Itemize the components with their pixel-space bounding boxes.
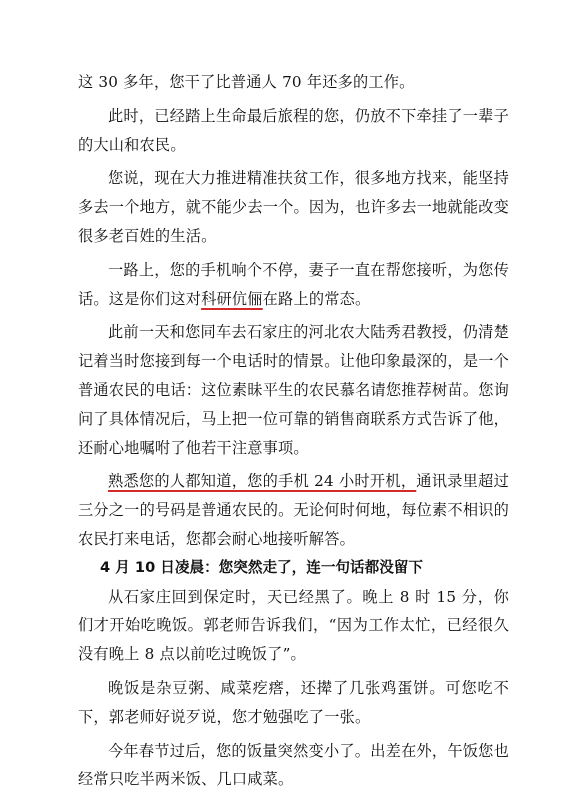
highlight-research-couple: 科研伉俪 xyxy=(201,289,263,308)
paragraph-2: 此时，已经踏上生命最后旅程的您，仍放不下牵挂了一辈子的大山和农民。 xyxy=(78,106,509,154)
paragraph-6-tail: 通讯录里超过三分之一的号码是普通农民的。无论何时何地，每位素不相识的农民打来电话，您都会耐心地接听解答。 xyxy=(78,472,509,548)
paragraph-4-tail: 在路上的常态。 xyxy=(262,289,371,308)
section-heading: 4 月 10 日凌晨：您突然走了，连一句话都没留下 xyxy=(100,558,423,576)
paragraph-9: 今年春节过后，您的饭量突然变小了。出差在外，午饭您也经常只吃半两米饭、几口咸菜。 xyxy=(78,741,509,789)
paragraph-4 xyxy=(78,256,509,314)
paragraph-3: 您说，现在大力推进精准扶贫工作，很多地方找来，能坚持多去一个地方，就不能少去一个。因为，也许多去一地就能改变很多老百姓的生活。 xyxy=(78,169,509,245)
paragraph-4-text: 一路上，您的手机响个不停，妻子一直在帮您接听，为您传话。这是你们这对 xyxy=(78,260,509,308)
paragraph-5: 此前一天和您同车去石家庄的河北农大陆秀君教授，仍清楚记着当时您接到每一个电话时的情景。让他印象最深的，是一个普通农民的电话：这位素昧平生的农民慕名请您推荐树苗。您询问了具体情况后，马上把一位可靠的销售商联系方式告诉了他，还耐心地嘱咐了他若干注意事项。 xyxy=(78,323,509,457)
paragraph-6 xyxy=(78,467,509,553)
highlight-phone-24h: 熟悉您的人都知道，您的手机 24 小时开机， xyxy=(108,472,417,491)
paragraph-7: 从石家庄回到保定时，天已经黑了。晚上 8 时 15 分，你们才开始吃晚饭。郭老师告诉我们，“因为工作太忙，已经很久没有晚上 8 点以前吃过晚饭了”。 xyxy=(78,587,509,664)
paragraph-8: 晚饭是杂豆粥、咸菜疙瘩，还撵了几张鸡蛋饼。可您吃不下，郭老师好说歹说，您才勉强吃了一张。 xyxy=(78,678,509,726)
paragraph-1: 这 30 多年，您干了比普通人 70 年还多的工作。 xyxy=(78,73,415,91)
